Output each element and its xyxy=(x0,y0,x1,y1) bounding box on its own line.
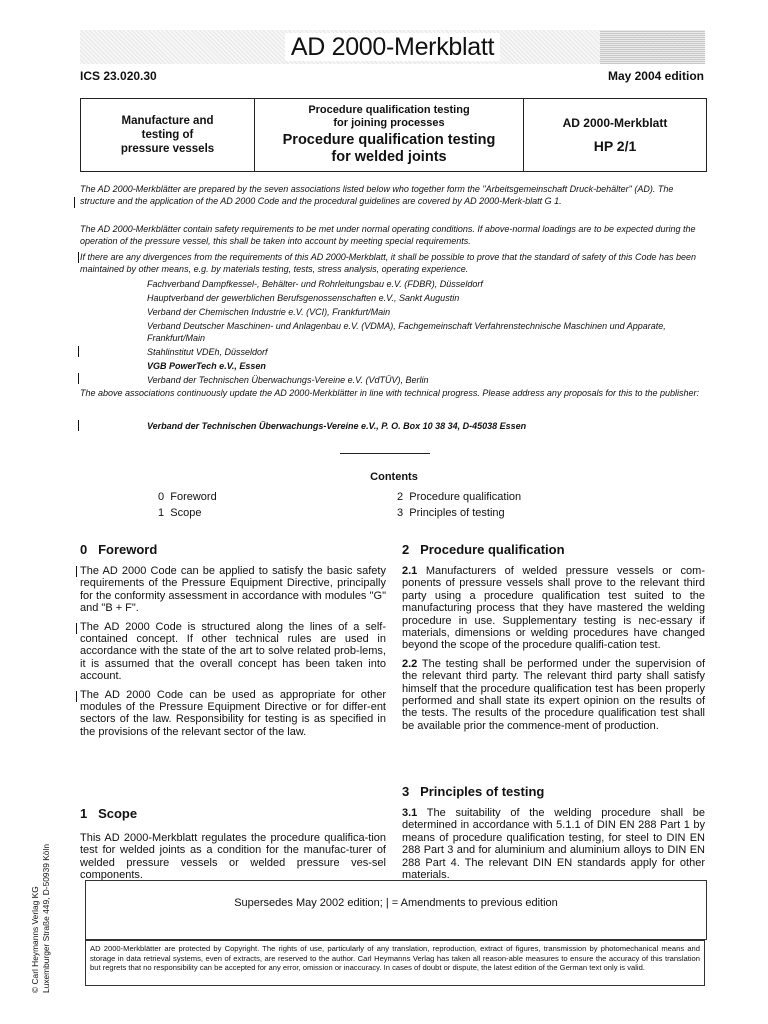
amendment-bar xyxy=(78,420,79,431)
title-box xyxy=(80,98,707,172)
amendment-bar xyxy=(78,373,79,384)
association-item: Hauptverband der gewerblichen Berufsgenossenschaften e.V., Sankt Augustin xyxy=(147,293,460,303)
german-title-line: Procedure qualification testing xyxy=(308,104,470,116)
principles-text xyxy=(402,807,705,887)
amendment-bar xyxy=(78,346,79,357)
association-item: VGB PowerTech e.V., Essen xyxy=(147,360,266,371)
amendment-bar xyxy=(78,252,79,263)
toc-item[interactable]: 1 Scope xyxy=(158,507,202,519)
toc-item[interactable]: 2 Procedure qualification xyxy=(397,491,522,503)
foreword-text xyxy=(80,565,386,744)
copyright-notice: AD 2000-Merkblätter are protected by Copyright. The rights of use, particularly of any translation, reproduction, extract of figures, transmission by photomechanical means and storage in data retrieval systems, even of extracts, are reserved to the author. Carl Heymanns Verlag has taken all reason-able measures to ensure the accuracy of this translation but regrets that no responsibility can be accepted for any error, omission or inaccuracy. In cases of doubt or dispute, the latest edition of the German text only is valid. xyxy=(85,940,705,986)
association-item: Fachverband Dampfkessel-, Behälter- und Rohrleitungsbau e.V. (FDBR), Düsseldorf xyxy=(147,279,483,289)
association-item: Verband der Chemischen Industrie e.V. (VCI), Frankfurt/Main xyxy=(147,307,391,317)
association-list xyxy=(147,279,707,389)
amendment-bar xyxy=(76,623,77,634)
publisher-address: Verband der Technischen Überwachungs-Vereine e.V., P. O. Box 10 38 34, D-45038 Essen xyxy=(147,421,527,431)
toc-item[interactable]: 3 Principles of testing xyxy=(397,507,505,519)
merkblatt-code: HP 2/1 xyxy=(593,138,637,154)
paragraph: 2.1 Manufacturers of welded pressure vessels or com-ponents of pressure vessels shall prove to the relevant third party using a procedure qualification test suited to the manufacturing process that they have mastered the welding procedure in use. Supplementary testing is nec-essary if materials, dimensions or welding procedures have changed beyond the scope of the procedure qualifi-cation test. xyxy=(402,565,705,652)
supersedes-box xyxy=(85,880,707,940)
procedure-text xyxy=(402,565,705,738)
intro-paragraph: The AD 2000-Merkblätter are prepared by the seven associations listed below who together form the "Arbeitsgemeinschaft Druck-behälter" (AD). The structure and the application of the AD 2000 Code and the procedural guidelines are covered by AD 2000-Merk-blatt G 1. xyxy=(80,184,674,206)
intro-paragraph: The AD 2000-Merkblätter contain safety requirements to be met under normal operating conditions. If above-normal loadings are to be expected during the operation of the pressure vessel, this shall be taken into account by meeting special requirements. xyxy=(80,224,696,246)
publisher-imprint: © Carl Heymanns Verlag KG Luxemburger Straße 449, D-50939 Köln xyxy=(30,844,51,993)
amendment-bar xyxy=(74,197,75,208)
edition-date: May 2004 edition xyxy=(607,69,704,83)
paragraph: 3.1 The suitability of the welding procedure shall be determined in accordance with 5.1.1 of DIN EN 288 Part 1 by means of procedure qualification testing, for steel to DIN EN 288 Part 3 and for aluminium and aluminium alloys to DIN EN 288 Part 4. The relevant DIN EN standards apply for other materials. xyxy=(402,807,706,882)
association-item: Stahlinstitut VDEh, Düsseldorf xyxy=(147,346,268,357)
contents-heading: Contents xyxy=(370,471,418,483)
title-box-subject: Manufacture and testing of pressure vessels xyxy=(120,115,215,155)
intro-paragraph: The above associations continuously update the AD 2000-Merkblätter in line with technical progress. Please address any proposals for this to the publisher: xyxy=(80,388,700,398)
english-title-line: Procedure qualification testing xyxy=(282,132,496,148)
title-box-code: AD 2000-Merkblatt HP 2/1 xyxy=(562,116,668,154)
paragraph: 2.2 The testing shall be performed under the supervision of the relevant third party. The relevant third party shall satisfy himself that the procedure qualification test has been properly performed and shall state its expert opinion on the results of the tests. The results of the procedure qualification test shall be available prior the commence-ment of production. xyxy=(402,657,706,732)
section-heading-foreword: 0 Foreword xyxy=(80,542,158,557)
amendment-bar xyxy=(76,566,77,577)
section-heading-scope: 1 Scope xyxy=(80,806,138,821)
intro-paragraph: If there are any divergences from the requirements of this AD 2000-Merkblatt, it shall be possible to prove that the standard of safety of this Code has been maintained by other means, e.g. by materials testing, tests, stress analysis, operating experience. xyxy=(80,252,697,274)
amendment-bar xyxy=(76,691,77,702)
section-heading-principles: 3 Principles of testing xyxy=(402,784,545,799)
title-box-heading xyxy=(254,99,524,171)
supersedes-note: Supersedes May 2002 edition; | = Amendments to previous edition xyxy=(234,897,558,909)
paragraph: The AD 2000 Code can be used as appropriate for other modules of the Pressure Equipment Directive or for differ-ent sectors of the law. Responsibility for testing is as specified in the provisions of the relevant sector of the law. xyxy=(80,688,386,738)
german-title-line: for joining processes xyxy=(333,117,445,129)
paragraph: This AD 2000-Merkblatt regulates the procedure qualifica-tion test for welded joints as a condition for the manufac-turer of welded pressure vessels or welded pressure ves-sel components. xyxy=(80,832,386,882)
ics-code: ICS 23.020.30 xyxy=(80,69,157,83)
paragraph: The AD 2000 Code is structured along the lines of a self-contained concept. If other technical rules are used in accordance with the state of the art to solve related prob-lems, it is assumed that the overall concept has been taken into account. xyxy=(80,620,386,683)
divider xyxy=(340,453,430,454)
section-heading-procedure: 2 Procedure qualification xyxy=(402,542,565,557)
document-title: AD 2000-Merkblatt xyxy=(80,30,705,64)
association-item: Verband Deutscher Maschinen- und Anlagenbau e.V. (VDMA), Fachgemeinschaft Verfahrenstechnische Maschinen und Apparate, Frankfurt/Main xyxy=(147,321,666,343)
toc-item[interactable]: 0 Foreword xyxy=(158,491,217,503)
english-title-line: for welded joints xyxy=(331,149,447,165)
association-item: Verband der Technischen Überwachungs-Vereine e.V. (VdTÜV), Berlin xyxy=(147,374,429,385)
paragraph: The AD 2000 Code can be applied to satisfy the basic safety requirements of the Pressure Equipment Directive, principally for the conformity assessment in accordance with modules "G" and "B + F". xyxy=(80,565,386,615)
